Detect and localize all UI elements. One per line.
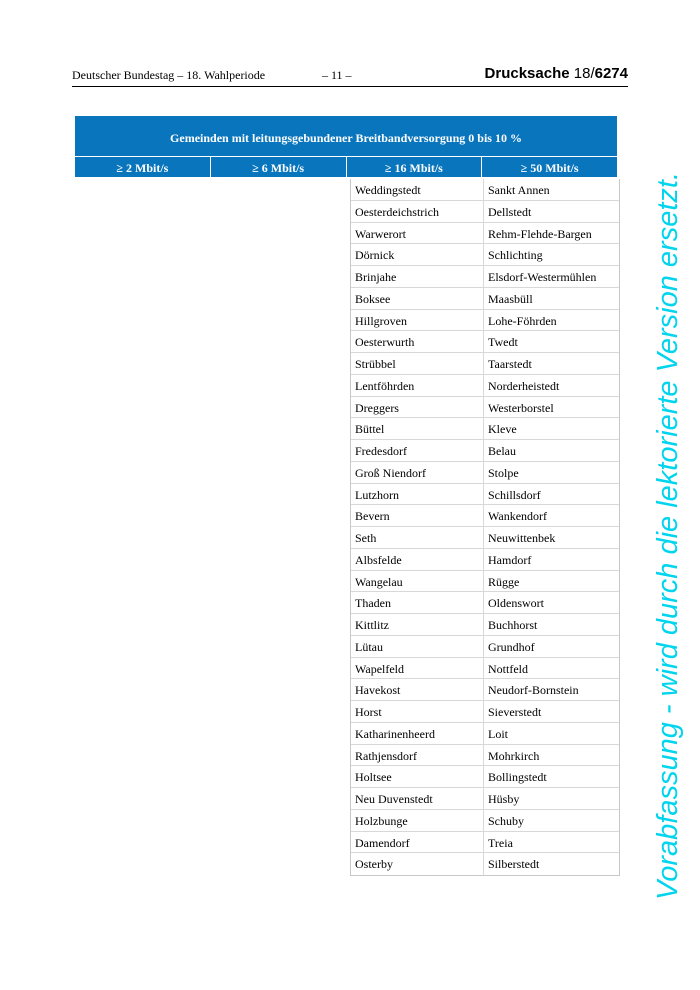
municipality-50mbit: Silberstedt [488,857,540,872]
document-label: Drucksache [484,65,570,82]
municipality-16mbit: Holtsee [351,766,484,787]
municipality-16mbit: Oesterwurth [351,331,484,352]
table-row [351,505,619,527]
municipality-50mbit: Grundhof [488,639,535,654]
municipality-50mbit: Loit [488,726,508,741]
municipality-50mbit: Belau [488,444,516,458]
municipality-16mbit: Lentföhrden [351,375,484,396]
municipality-16mbit: Wangelau [351,571,484,592]
municipality-16mbit: Wapelfeld [351,658,484,679]
table-row [351,223,619,245]
municipality-50mbit: Maasbüll [488,291,533,306]
table-row [351,701,619,723]
table-row [351,288,619,310]
column-header-2mbit: ≥ 2 Mbit/s [75,157,211,177]
table-row [351,418,619,440]
municipality-50mbit: Sankt Annen [488,183,550,197]
municipality-16mbit: Osterby [351,853,484,875]
municipality-50mbit: Norderheistedt [488,378,560,393]
table-row [351,397,619,419]
municipality-16mbit: Rathjensdorf [351,745,484,766]
municipality-16mbit: Seth [351,527,484,548]
municipality-16mbit: Dörnick [351,244,484,265]
table-row [351,310,619,332]
table-row [351,549,619,571]
column-header-50mbit: ≥ 50 Mbit/s [520,161,579,175]
municipality-50mbit: Rügge [488,574,520,589]
municipality-50mbit: Westerborstel [488,400,554,415]
table-row [351,658,619,680]
table-row [351,179,619,201]
table-header [75,116,617,177]
municipality-16mbit: Holzbunge [351,810,484,831]
table-row [351,745,619,767]
municipality-16mbit: Weddingstedt [351,179,484,200]
table-row [351,766,619,788]
column-header-16mbit: ≥ 16 Mbit/s [347,157,483,177]
municipality-50mbit: Sieverstedt [488,705,542,719]
table-row [351,375,619,397]
table-row [351,810,619,832]
municipality-50mbit: Dellstedt [488,204,532,219]
municipality-16mbit: Neu Duvenstedt [351,788,484,809]
municipality-50mbit: Treia [488,835,513,850]
municipality-50mbit: Elsdorf-Westermühlen [488,270,597,284]
municipality-16mbit: Hillgroven [351,310,484,331]
municipality-50mbit: Rehm-Flehde-Bargen [488,226,592,241]
header-parliament: Deutscher Bundestag – 18. Wahlperiode [72,68,266,82]
municipality-50mbit: Hamdorf [488,552,532,567]
municipality-16mbit: Havekost [351,679,484,700]
municipality-16mbit: Damendorf [351,832,484,853]
municipality-50mbit: Schillsdorf [488,487,541,502]
table-row [351,527,619,549]
municipality-50mbit: Mohrkirch [488,748,540,763]
table-row [351,440,619,462]
table-row [351,788,619,810]
table-row [351,832,619,854]
municipality-50mbit: Wankendorf [488,509,548,524]
table-row [351,244,619,266]
municipality-50mbit: Stolpe [488,465,519,480]
municipality-table-body [350,179,620,876]
table-row [351,853,619,875]
municipality-16mbit: Lütau [351,636,484,657]
municipality-50mbit: Bollingstedt [488,770,547,785]
document-prefix: 18/ [573,65,595,82]
table-row [351,614,619,636]
municipality-50mbit: Neudorf-Bornstein [488,683,579,698]
municipality-16mbit: Strübbel [351,353,484,374]
column-headers [75,157,617,177]
table-row [351,266,619,288]
municipality-50mbit: Schlichting [488,248,543,263]
municipality-16mbit: Thaden [351,592,484,613]
column-header-6mbit: ≥ 6 Mbit/s [211,157,347,177]
municipality-16mbit: Katharinenheerd [351,723,484,744]
table-row [351,636,619,658]
table-row [351,571,619,593]
municipality-50mbit: Taarstedt [488,357,532,371]
municipality-16mbit: Bevern [351,505,484,526]
municipality-16mbit: Warwerort [351,223,484,244]
municipality-16mbit: Dreggers [351,397,484,418]
municipality-50mbit: Oldenswort [488,596,544,611]
document-id: 6274 [594,65,628,82]
table-row [351,353,619,375]
municipality-16mbit: Albsfelde [351,549,484,570]
table-row [351,462,619,484]
table-row [351,723,619,745]
page-header [72,66,628,87]
municipality-50mbit: Twedt [488,335,518,350]
municipality-16mbit: Oesterdeichstrich [351,201,484,222]
municipality-16mbit: Groß Niendorf [351,462,484,483]
municipality-50mbit: Lohe-Föhrden [488,313,557,328]
municipality-50mbit: Neuwittenbek [488,531,556,545]
draft-watermark: Vorabfassung - wird durch die lektorierte Version ersetzt. [652,171,684,900]
municipality-50mbit: Kleve [488,422,517,437]
municipality-50mbit: Nottfeld [488,661,528,676]
municipality-16mbit: Büttel [351,418,484,439]
municipality-16mbit: Brinjahe [351,266,484,287]
municipality-16mbit: Fredesdorf [351,440,484,461]
table-row [351,484,619,506]
table-row [351,592,619,614]
municipality-16mbit: Boksee [351,288,484,309]
municipality-16mbit: Lutzhorn [351,484,484,505]
municipality-16mbit: Kittlitz [351,614,484,635]
municipality-50mbit: Schuby [488,813,524,828]
municipality-50mbit: Buchhorst [488,618,538,632]
page-number: – 11 – [322,68,352,82]
municipality-16mbit: Horst [351,701,484,722]
table-title: Gemeinden mit leitungsgebundener Breitbandversorgung 0 bis 10 % [75,116,617,157]
municipality-50mbit: Hüsby [488,792,520,806]
table-row [351,679,619,701]
table-row [351,201,619,223]
table-row [351,331,619,353]
document-number [485,65,628,82]
